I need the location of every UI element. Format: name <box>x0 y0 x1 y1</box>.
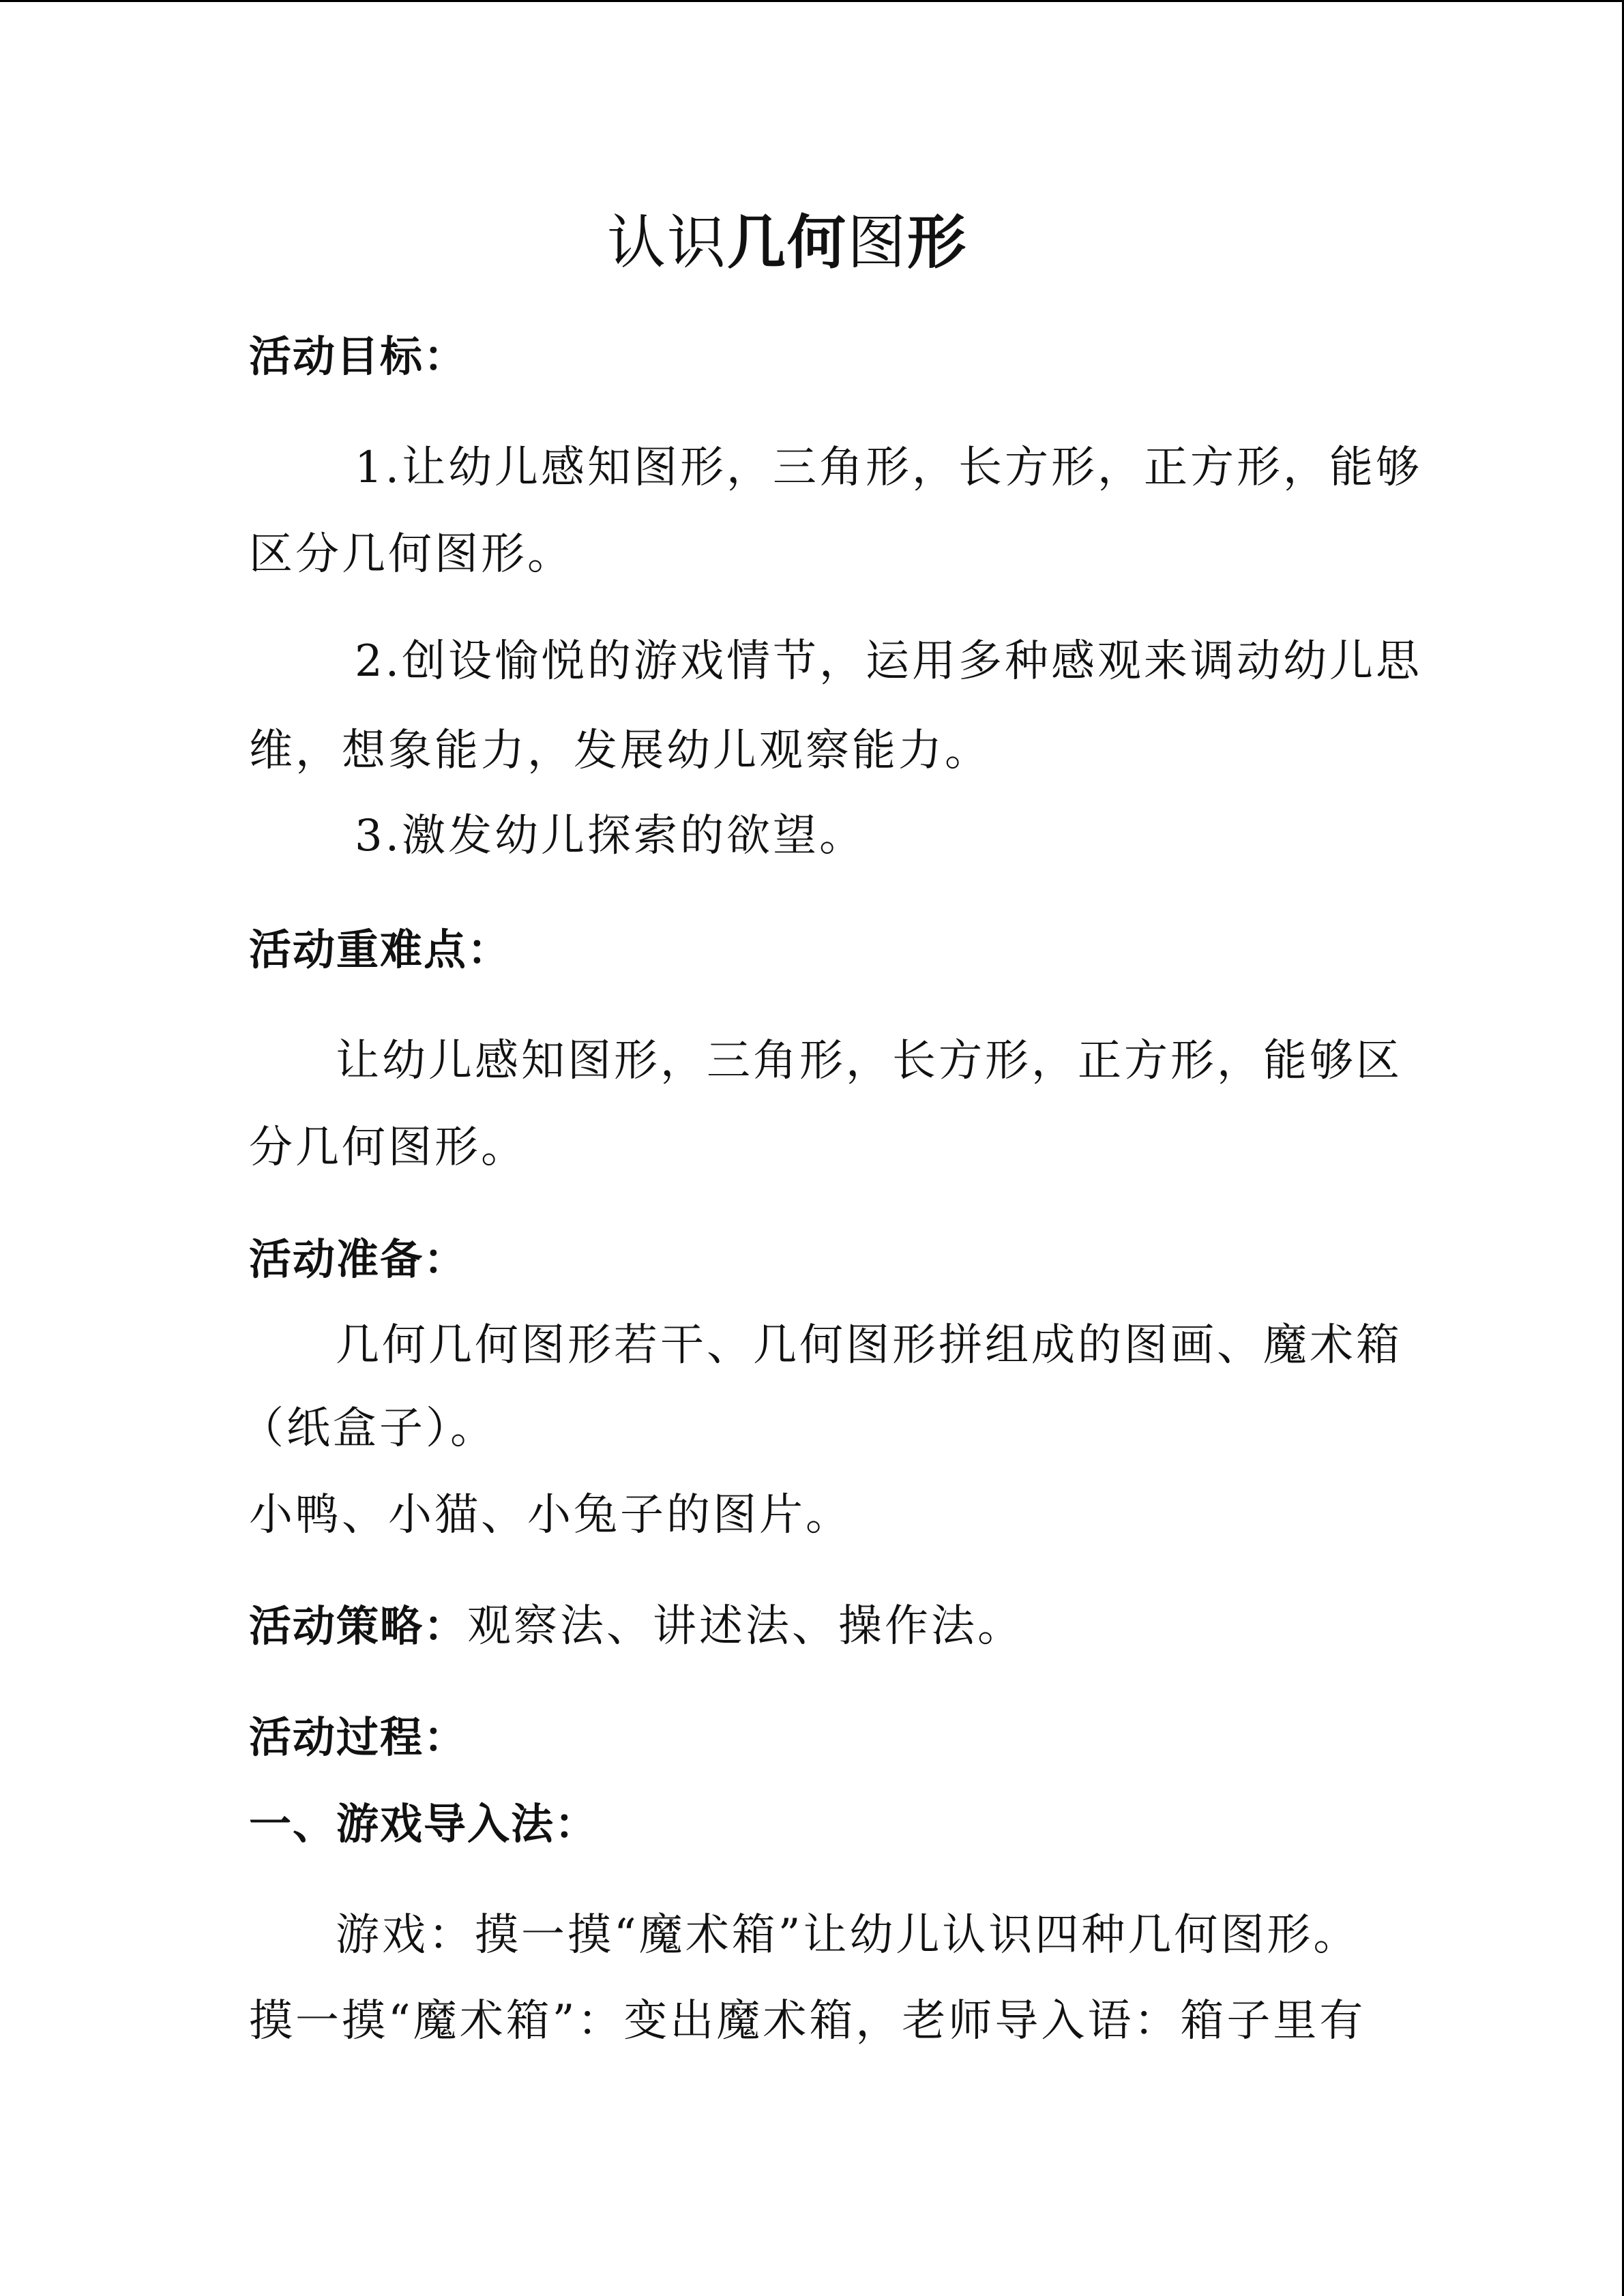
title-part-2: 几何 <box>727 208 847 277</box>
key-points-line-1: 让幼儿感知图形，三角形，长方形，正方形，能够区 <box>336 1036 1402 1086</box>
goal-3: 3.激发幼儿探索的欲望。 <box>355 811 866 861</box>
goal-2-line-2: 维，想象能力，发展幼儿观察能力。 <box>249 726 991 776</box>
process-heading: 活动过程： <box>249 1712 468 1762</box>
strategy-line <box>249 1601 1024 1652</box>
goals-heading: 活动目标： <box>249 331 468 381</box>
step-1-heading: 一、游戏导入法： <box>249 1799 599 1849</box>
preparation-heading: 活动准备： <box>249 1234 468 1284</box>
goal-1-line-2: 区分几何图形。 <box>249 529 574 580</box>
key-points-line-2: 分几何图形。 <box>249 1122 527 1173</box>
title-part-3: 图 <box>847 209 907 277</box>
preparation-line-3: 小鸭、小猫、小兔子的图片。 <box>249 1490 852 1540</box>
title-part-1: 认识 <box>607 209 727 277</box>
title-part-4: 形 <box>907 208 967 277</box>
key-points-heading: 活动重难点： <box>249 925 512 974</box>
strategy-text: 观察法、讲述法、操作法。 <box>467 1601 1024 1652</box>
preparation-line-1: 几何几何图形若干、几何图形拼组成的图画、魔术箱 <box>336 1320 1402 1371</box>
goal-1-line-1: 1.让幼儿感知图形，三角形，长方形，正方形，能够 <box>355 443 1423 493</box>
preparation-line-2: （纸盒子）。 <box>240 1403 497 1454</box>
strategy-label: 活动策略： <box>249 1601 468 1651</box>
document-title <box>607 210 967 275</box>
goal-2-line-1: 2.创设愉悦的游戏情节，运用多种感观来调动幼儿思 <box>355 636 1423 687</box>
step-1-line-1: 游戏：摸一摸“魔术箱”让幼儿认识四种几何图形。 <box>336 1910 1360 1960</box>
step-1-line-2: 摸一摸“魔术箱”：变出魔术箱，老师导入语：箱子里有 <box>249 1996 1366 2046</box>
